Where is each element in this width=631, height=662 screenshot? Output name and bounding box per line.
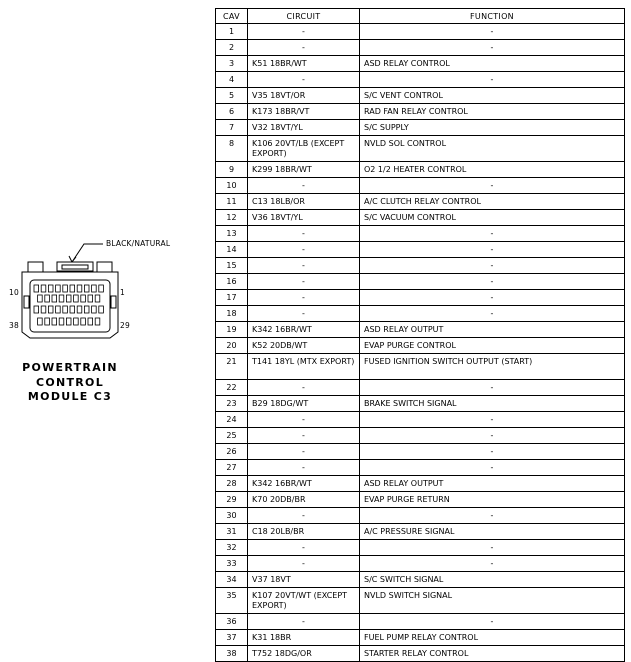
table-row: [216, 226, 625, 242]
cell-circuit: -: [248, 444, 360, 460]
table-row: [216, 120, 625, 136]
connector-pin-cavity: [88, 295, 93, 302]
table-row: [216, 162, 625, 178]
table-row: [216, 412, 625, 428]
cell-function: -: [360, 242, 625, 258]
table-row: [216, 104, 625, 120]
cell-circuit: K299 18BR/WT: [248, 162, 360, 178]
cell-function: -: [360, 380, 625, 396]
connector-pin-cavity: [59, 295, 64, 302]
cell-cav: 27: [216, 460, 248, 476]
cell-cav: 34: [216, 572, 248, 588]
cell-function: EVAP PURGE RETURN: [360, 492, 625, 508]
cell-circuit: C18 20LB/BR: [248, 524, 360, 540]
cell-function: -: [360, 614, 625, 630]
connector-pin-cavity: [38, 318, 43, 325]
cell-function: -: [360, 178, 625, 194]
cell-function: ASD RELAY OUTPUT: [360, 322, 625, 338]
table-row: [216, 88, 625, 104]
connector-pin-cavity: [99, 285, 104, 292]
connector-pin-cavity: [81, 318, 86, 325]
table-row: [216, 354, 625, 380]
cell-cav: 6: [216, 104, 248, 120]
cell-circuit: -: [248, 428, 360, 444]
pin-label-29: 29: [120, 321, 130, 330]
connector-title-line: CONTROL: [35, 375, 105, 389]
connector-pin-cavity: [88, 318, 93, 325]
table-row: [216, 614, 625, 630]
cell-circuit: -: [248, 258, 360, 274]
table-row: [216, 540, 625, 556]
wire-color-label: BLACK/NATURAL: [106, 239, 171, 248]
cell-function: S/C SWITCH SIGNAL: [360, 572, 625, 588]
cell-cav: 29: [216, 492, 248, 508]
label-leader-line: [72, 244, 103, 262]
cell-function: -: [360, 274, 625, 290]
connector-pin-cavity: [59, 318, 64, 325]
cell-function: S/C VENT CONTROL: [360, 88, 625, 104]
connector-title: [20, 361, 120, 405]
cell-circuit: K342 16BR/WT: [248, 322, 360, 338]
cell-cav: 28: [216, 476, 248, 492]
table-row: [216, 322, 625, 338]
table-row: [216, 242, 625, 258]
pinout-table-body: [216, 24, 625, 662]
cell-circuit: V35 18VT/OR: [248, 88, 360, 104]
connector-pin-cavity: [70, 285, 75, 292]
connector-drawing: [0, 0, 212, 661]
cell-cav: 26: [216, 444, 248, 460]
connector-pin-cavity: [84, 285, 89, 292]
cell-function: -: [360, 444, 625, 460]
table-row: [216, 556, 625, 572]
cell-cav: 3: [216, 56, 248, 72]
cell-cav: 12: [216, 210, 248, 226]
pin-label-1: 1: [120, 288, 125, 297]
cell-circuit: -: [248, 24, 360, 40]
cell-cav: 15: [216, 258, 248, 274]
connector-pin-cavity: [95, 295, 100, 302]
cell-circuit: -: [248, 274, 360, 290]
connector-tab-left: [28, 262, 43, 272]
cell-function: -: [360, 412, 625, 428]
cell-circuit: K31 18BR: [248, 630, 360, 646]
cell-circuit: -: [248, 226, 360, 242]
connector-pin-cavity: [84, 306, 89, 313]
cell-circuit: -: [248, 556, 360, 572]
connector-pin-cavity: [34, 285, 39, 292]
table-row: [216, 630, 625, 646]
cell-circuit: -: [248, 242, 360, 258]
cell-cav: 9: [216, 162, 248, 178]
table-row: [216, 136, 625, 162]
connector-title-line: MODULE C3: [27, 390, 113, 403]
cell-function: O2 1/2 HEATER CONTROL: [360, 162, 625, 178]
cell-function: FUEL PUMP RELAY CONTROL: [360, 630, 625, 646]
cell-cav: 11: [216, 194, 248, 210]
cell-circuit: K342 16BR/WT: [248, 476, 360, 492]
table-row: [216, 572, 625, 588]
table-row: [216, 40, 625, 56]
cell-circuit: K70 20DB/BR: [248, 492, 360, 508]
table-row: [216, 178, 625, 194]
connector-pin-cavity: [41, 306, 46, 313]
cell-function: FUSED IGNITION SWITCH OUTPUT (START): [360, 354, 625, 380]
cell-circuit: V32 18VT/YL: [248, 120, 360, 136]
connector-pin-cavity: [66, 295, 71, 302]
cell-cav: 2: [216, 40, 248, 56]
pin-label-10: 10: [9, 288, 19, 297]
cell-function: ASD RELAY CONTROL: [360, 56, 625, 72]
cell-function: -: [360, 258, 625, 274]
cell-circuit: V37 18VT: [248, 572, 360, 588]
cell-cav: 33: [216, 556, 248, 572]
cell-circuit: -: [248, 178, 360, 194]
connector-pin-cavity: [48, 285, 53, 292]
connector-pin-cavity: [95, 318, 100, 325]
connector-title-line: POWERTRAIN: [22, 361, 118, 374]
cell-function: -: [360, 72, 625, 88]
cell-function: -: [360, 460, 625, 476]
connector-pin-cavity: [38, 295, 43, 302]
table-header-row: [216, 9, 625, 24]
table-row: [216, 508, 625, 524]
cell-function: -: [360, 40, 625, 56]
cell-circuit: V36 18VT/YL: [248, 210, 360, 226]
table-row: [216, 338, 625, 354]
connector-pin-cavity: [52, 318, 57, 325]
cell-function: ASD RELAY OUTPUT: [360, 476, 625, 492]
connector-pin-cavity: [74, 295, 79, 302]
column-header-circuit: CIRCUIT: [248, 9, 360, 24]
connector-pin-cavity: [92, 306, 97, 313]
cell-circuit: K173 18BR/VT: [248, 104, 360, 120]
cell-circuit: B29 18DG/WT: [248, 396, 360, 412]
pinout-table: [215, 8, 625, 662]
cell-cav: 37: [216, 630, 248, 646]
cell-circuit: -: [248, 614, 360, 630]
cell-cav: 32: [216, 540, 248, 556]
table-row: [216, 210, 625, 226]
table-row: [216, 72, 625, 88]
connector-pin-cavity: [81, 295, 86, 302]
cell-circuit: -: [248, 40, 360, 56]
cell-cav: 35: [216, 588, 248, 614]
connector-pin-cavity: [56, 306, 61, 313]
table-row: [216, 444, 625, 460]
table-row: [216, 428, 625, 444]
cell-function: NVLD SOL CONTROL: [360, 136, 625, 162]
cell-cav: 22: [216, 380, 248, 396]
cell-function: -: [360, 508, 625, 524]
connector-pin-cavity: [77, 306, 82, 313]
cell-cav: 21: [216, 354, 248, 380]
cell-cav: 14: [216, 242, 248, 258]
connector-pin-cavity: [66, 318, 71, 325]
connector-pin-cavity: [45, 318, 50, 325]
cell-function: EVAP PURGE CONTROL: [360, 338, 625, 354]
table-row: [216, 24, 625, 40]
cell-cav: 38: [216, 646, 248, 662]
cell-cav: 5: [216, 88, 248, 104]
connector-pin-cavity: [63, 285, 68, 292]
cell-cav: 16: [216, 274, 248, 290]
cell-circuit: -: [248, 540, 360, 556]
table-row: [216, 380, 625, 396]
cell-circuit: -: [248, 72, 360, 88]
cell-function: S/C SUPPLY: [360, 120, 625, 136]
pin-label-38: 38: [9, 321, 19, 330]
table-row: [216, 274, 625, 290]
cell-function: RAD FAN RELAY CONTROL: [360, 104, 625, 120]
connector-pins: [34, 285, 103, 325]
cell-cav: 17: [216, 290, 248, 306]
column-header-function: FUNCTION: [360, 9, 625, 24]
cell-circuit: -: [248, 380, 360, 396]
connector-pin-cavity: [41, 285, 46, 292]
cell-cav: 18: [216, 306, 248, 322]
cell-cav: 8: [216, 136, 248, 162]
cell-cav: 24: [216, 412, 248, 428]
connector-pin-cavity: [74, 318, 79, 325]
cell-circuit: K107 20VT/WT (EXCEPT EXPORT): [248, 588, 360, 614]
table-row: [216, 290, 625, 306]
connector-pin-cavity: [92, 285, 97, 292]
column-header-cav: CAV: [216, 9, 248, 24]
cell-cav: 13: [216, 226, 248, 242]
connector-pin-cavity: [70, 306, 75, 313]
cell-circuit: T752 18DG/OR: [248, 646, 360, 662]
table-row: [216, 476, 625, 492]
cell-function: A/C CLUTCH RELAY CONTROL: [360, 194, 625, 210]
cell-cav: 30: [216, 508, 248, 524]
cell-function: -: [360, 226, 625, 242]
cell-circuit: K106 20VT/LB (EXCEPT EXPORT): [248, 136, 360, 162]
connector-pin-cavity: [56, 285, 61, 292]
cell-circuit: -: [248, 290, 360, 306]
table-row: [216, 524, 625, 540]
cell-circuit: K51 18BR/WT: [248, 56, 360, 72]
connector-pin-cavity: [99, 306, 104, 313]
cell-circuit: -: [248, 508, 360, 524]
cell-circuit: T141 18YL (MTX EXPORT): [248, 354, 360, 380]
cell-function: -: [360, 556, 625, 572]
cell-function: -: [360, 428, 625, 444]
connector-pin-cavity: [77, 285, 82, 292]
connector-shell: [22, 272, 118, 338]
cell-cav: 4: [216, 72, 248, 88]
cell-cav: 19: [216, 322, 248, 338]
table-row: [216, 258, 625, 274]
cell-cav: 1: [216, 24, 248, 40]
table-row: [216, 646, 625, 662]
connector-tab-right: [97, 262, 112, 272]
table-row: [216, 194, 625, 210]
cell-function: S/C VACUUM CONTROL: [360, 210, 625, 226]
cell-cav: 10: [216, 178, 248, 194]
cell-function: STARTER RELAY CONTROL: [360, 646, 625, 662]
connector-pin-cavity: [34, 306, 39, 313]
connector-pin-cavity: [63, 306, 68, 313]
cell-cav: 7: [216, 120, 248, 136]
cell-cav: 36: [216, 614, 248, 630]
cell-circuit: -: [248, 306, 360, 322]
table-row: [216, 396, 625, 412]
connector-diagram: [0, 0, 212, 661]
cell-function: NVLD SWITCH SIGNAL: [360, 588, 625, 614]
cell-cav: 23: [216, 396, 248, 412]
cell-function: -: [360, 290, 625, 306]
cell-circuit: -: [248, 460, 360, 476]
cell-circuit: -: [248, 412, 360, 428]
cell-function: -: [360, 24, 625, 40]
cell-function: -: [360, 306, 625, 322]
table-row: [216, 492, 625, 508]
table-row: [216, 306, 625, 322]
cell-circuit: C13 18LB/OR: [248, 194, 360, 210]
cell-function: -: [360, 540, 625, 556]
connector-pin-cavity: [52, 295, 57, 302]
table-row: [216, 588, 625, 614]
cell-cav: 31: [216, 524, 248, 540]
table-row: [216, 460, 625, 476]
cell-function: BRAKE SWITCH SIGNAL: [360, 396, 625, 412]
table-row: [216, 56, 625, 72]
cell-circuit: K52 20DB/WT: [248, 338, 360, 354]
cell-cav: 25: [216, 428, 248, 444]
cell-function: A/C PRESSURE SIGNAL: [360, 524, 625, 540]
connector-pin-cavity: [48, 306, 53, 313]
connector-pin-cavity: [45, 295, 50, 302]
cell-cav: 20: [216, 338, 248, 354]
